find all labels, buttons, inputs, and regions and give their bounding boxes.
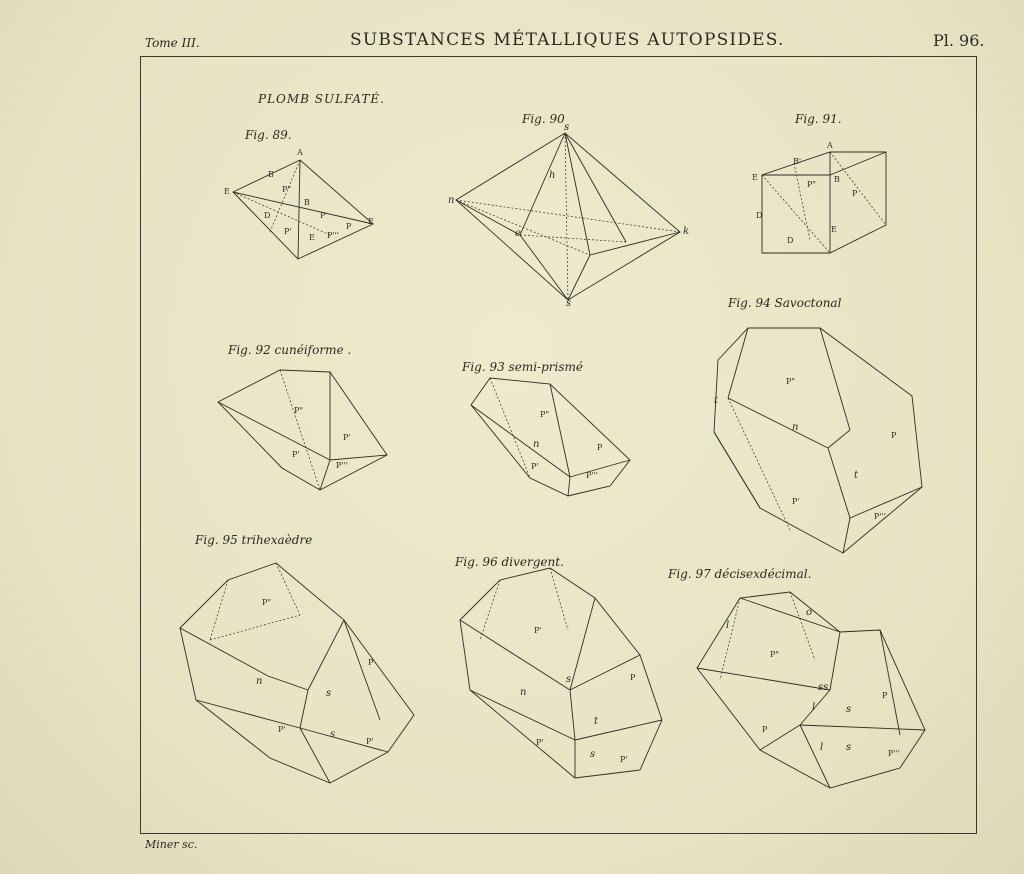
caption-fig-89: Fig. 89. bbox=[245, 128, 292, 142]
svg-text:s: s bbox=[846, 742, 852, 753]
svg-text:t: t bbox=[594, 716, 599, 727]
svg-text:B: B bbox=[304, 198, 310, 207]
svg-text:B: B bbox=[834, 175, 840, 184]
svg-text:h: h bbox=[549, 170, 556, 181]
svg-text:P": P" bbox=[770, 650, 780, 659]
caption-fig-95: Fig. 95 trihexaèdre bbox=[195, 533, 313, 547]
crystal-fig-90 bbox=[448, 122, 689, 309]
svg-text:s: s bbox=[564, 122, 570, 133]
caption-fig-97: Fig. 97 décisexdécimal. bbox=[668, 567, 812, 581]
svg-text:P: P bbox=[320, 211, 326, 220]
svg-text:B: B bbox=[268, 170, 274, 179]
svg-text:P": P" bbox=[540, 410, 550, 419]
svg-text:s: s bbox=[566, 674, 572, 685]
crystal-fig-95 bbox=[180, 563, 414, 783]
svg-text:o: o bbox=[806, 607, 813, 618]
svg-text:E: E bbox=[309, 233, 315, 242]
caption-fig-90: Fig. 90 bbox=[522, 112, 565, 126]
svg-text:P': P' bbox=[343, 433, 351, 442]
svg-text:P': P' bbox=[792, 497, 800, 506]
svg-text:P: P bbox=[346, 222, 352, 231]
svg-text:P": P" bbox=[282, 185, 292, 194]
svg-text:P: P bbox=[762, 725, 768, 734]
plate-number: Pl. 96. bbox=[933, 31, 985, 50]
svg-text:E: E bbox=[368, 217, 374, 226]
svg-text:D: D bbox=[756, 211, 763, 220]
svg-text:P''': P''' bbox=[888, 749, 900, 758]
svg-text:A: A bbox=[827, 141, 833, 150]
section-title: PLOMB SULFATÉ. bbox=[258, 92, 385, 106]
svg-text:P: P bbox=[852, 189, 858, 198]
page-title: SUBSTANCES MÉTALLIQUES AUTOPSIDES. bbox=[350, 30, 785, 50]
svg-text:E: E bbox=[752, 173, 758, 182]
svg-text:P': P' bbox=[531, 462, 539, 471]
svg-text:n: n bbox=[792, 422, 799, 433]
svg-text:k: k bbox=[683, 226, 690, 237]
svg-text:P: P bbox=[630, 673, 636, 682]
svg-text:D: D bbox=[264, 211, 271, 220]
svg-text:P': P' bbox=[620, 755, 628, 764]
svg-text:t: t bbox=[854, 470, 859, 481]
svg-text:s: s bbox=[846, 704, 852, 715]
svg-text:P''': P''' bbox=[874, 512, 886, 521]
svg-text:P''': P''' bbox=[336, 461, 348, 470]
svg-text:P": P" bbox=[262, 598, 272, 607]
svg-text:s: s bbox=[330, 729, 336, 740]
svg-text:P": P" bbox=[294, 406, 304, 415]
svg-text:P": P" bbox=[786, 377, 796, 386]
svg-text:B': B' bbox=[793, 157, 802, 166]
svg-text:E: E bbox=[831, 225, 837, 234]
svg-text:P': P' bbox=[536, 738, 544, 747]
svg-text:e: e bbox=[515, 228, 521, 239]
crystal-fig-94 bbox=[714, 328, 922, 553]
caption-fig-96: Fig. 96 divergent. bbox=[455, 555, 564, 569]
svg-text:P: P bbox=[368, 658, 374, 667]
crystal-fig-92 bbox=[218, 370, 387, 490]
svg-text:P: P bbox=[891, 431, 897, 440]
svg-text:l: l bbox=[820, 742, 824, 753]
svg-text:n: n bbox=[520, 687, 527, 698]
caption-fig-93: Fig. 93 semi-prismé bbox=[462, 360, 583, 374]
svg-text:s: s bbox=[566, 298, 572, 309]
caption-fig-94: Fig. 94 Savoctonal bbox=[728, 296, 842, 310]
svg-text:s: s bbox=[326, 688, 332, 699]
svg-text:P': P' bbox=[534, 626, 542, 635]
svg-text:n: n bbox=[256, 676, 263, 687]
svg-text:P': P' bbox=[284, 227, 292, 236]
crystal-fig-96 bbox=[460, 568, 662, 778]
crystal-fig-91 bbox=[752, 141, 886, 253]
svg-text:t: t bbox=[714, 395, 719, 406]
svg-text:P': P' bbox=[366, 737, 374, 746]
svg-text:n: n bbox=[533, 439, 540, 450]
svg-text:s: s bbox=[590, 749, 596, 760]
crystal-fig-89 bbox=[224, 148, 374, 259]
svg-text:D: D bbox=[787, 236, 794, 245]
caption-fig-91: Fig. 91. bbox=[795, 112, 842, 126]
svg-text:P: P bbox=[882, 691, 888, 700]
engraver-signature: Miner sc. bbox=[145, 838, 198, 851]
svg-text:P''': P''' bbox=[586, 471, 598, 480]
svg-text:P''': P''' bbox=[327, 231, 339, 240]
crystal-fig-93 bbox=[471, 378, 630, 496]
svg-text:ss: ss bbox=[818, 682, 829, 693]
svg-text:P": P" bbox=[807, 180, 817, 189]
svg-text:P: P bbox=[597, 443, 603, 452]
crystal-fig-97 bbox=[697, 592, 925, 788]
svg-text:P': P' bbox=[292, 450, 300, 459]
svg-text:n: n bbox=[448, 195, 455, 206]
svg-text:l: l bbox=[726, 620, 730, 631]
svg-text:E: E bbox=[224, 187, 230, 196]
svg-text:P': P' bbox=[278, 725, 286, 734]
svg-text:A: A bbox=[297, 148, 303, 157]
svg-text:l: l bbox=[812, 702, 816, 713]
tome-label: Tome III. bbox=[145, 36, 200, 50]
caption-fig-92: Fig. 92 cunéiforme . bbox=[228, 343, 352, 357]
